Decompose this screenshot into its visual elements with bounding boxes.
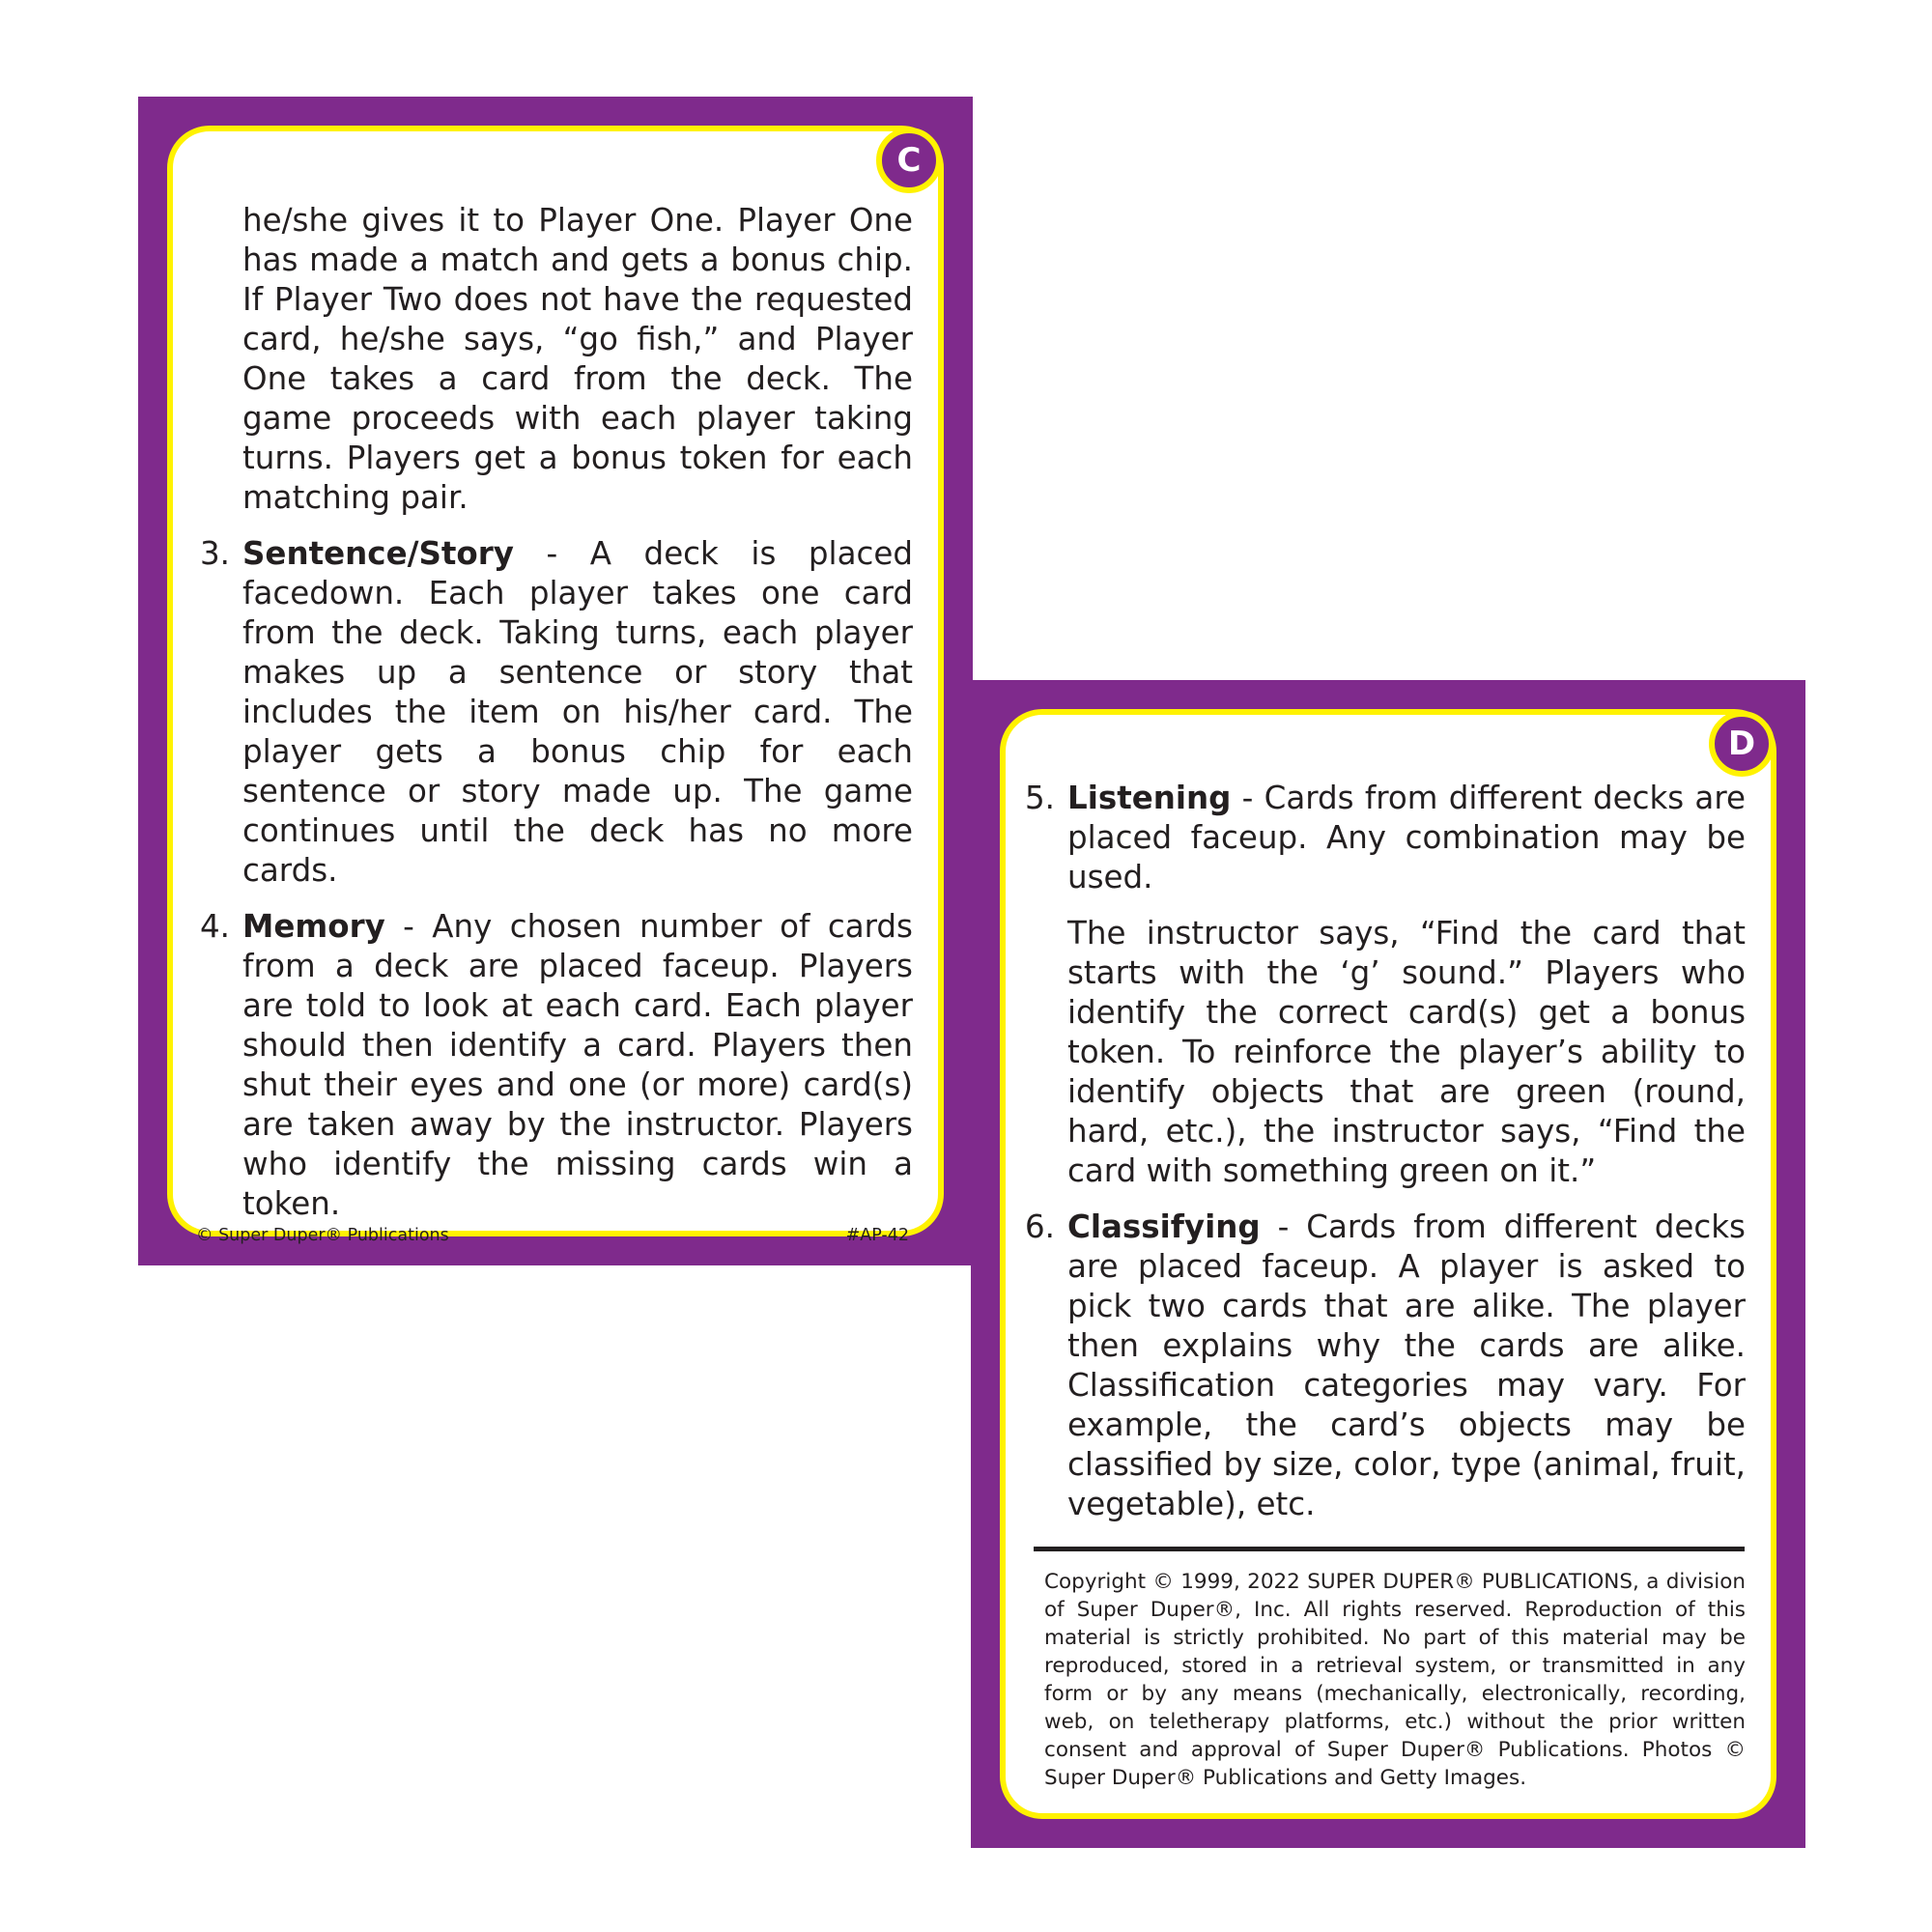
item-title: Classifying xyxy=(1067,1208,1261,1245)
item-text: - Any chosen number of cards from a deck are placed faceup. Players are told to look at each card. Each player should then identify a card. Players then shut their eyes and one (or more) card(s) are taken away by the instructor. Players who identify the missing cards win a token. xyxy=(242,908,913,1222)
instruction-card-d xyxy=(971,680,1805,1848)
item-title: Sentence/Story xyxy=(242,535,514,572)
game-item-6 xyxy=(1025,1208,1746,1524)
publisher-credit: © Super Duper® Publications xyxy=(196,1226,449,1245)
card-c-panel xyxy=(167,126,944,1245)
product-code: #AP-42 xyxy=(845,1226,909,1245)
card-c-continuation xyxy=(200,201,913,518)
item-text: - Cards from different decks are placed faceup. A player is asked to pick two cards that are alike. The player then explains why the cards are alike. Classification categories may vary. For example, the card’s objects may be classified by size, color, type (animal, fruit, vegetable), etc. xyxy=(1067,1208,1746,1522)
item-number: 3. xyxy=(200,535,231,572)
item-number: 4. xyxy=(200,908,231,945)
item-title: Memory xyxy=(242,908,385,945)
divider-rule xyxy=(1034,1547,1745,1551)
item-number: 6. xyxy=(1025,1208,1056,1245)
item-text: - A deck is placed facedown. Each player takes one card from the deck. Taking turns, each player makes up a sentence or story that includes the item on his/her card. The player gets a bonus chip for each sentence or story made up. The game continues until the deck has no more cards. xyxy=(242,535,913,889)
item-text: - Cards from different decks are placed faceup. Any combination may be used. xyxy=(1067,780,1746,895)
game-item-4 xyxy=(200,907,913,1224)
instruction-card-c xyxy=(138,97,973,1265)
card-c-badge: C xyxy=(876,128,942,193)
copyright-notice: Copyright © 1999, 2022 SUPER DUPER® PUBLICATIONS, a division of Super Duper®, Inc. All rights reserved. Reproduction of this material is strictly prohibited. No part of this material may be reproduced, stored in a retrieval system, or transmitted in any form or by any means (mechanically, electronically, recording, web, on teletherapy platforms, etc.) without the prior written consent and approval of Super Duper® Publications. Photos © Super Duper® Publications and Getty Images. xyxy=(1044,1570,1746,1790)
item-title: Listening xyxy=(1067,780,1232,816)
game-item-3 xyxy=(200,534,913,891)
continuation-text: he/she gives it to Player One. Player One has made a match and gets a bonus chip. If Player Two does not have the requested card, he/she says, “go fish,” and Player One takes a card from the deck. The game proceeds with each player taking turns. Players get a bonus token for each matching pair. xyxy=(242,202,913,516)
game-item-5 xyxy=(1025,779,1746,897)
card-d-badge: D xyxy=(1709,711,1775,777)
card-d-body xyxy=(1025,779,1746,1524)
item-number: 5. xyxy=(1025,780,1056,816)
card-c-body xyxy=(200,201,913,1224)
item-detail-text: The instructor says, “Find the card that starts with the ‘g’ sound.” Players who identify the correct card(s) get a bonus token. To reinforce the player’s ability to identify objects that are green (round, hard, etc.), the instructor says, “Find the card with something green on it.” xyxy=(1067,915,1746,1189)
game-item-5-detail xyxy=(1025,914,1746,1191)
card-d-panel xyxy=(1000,709,1776,1819)
